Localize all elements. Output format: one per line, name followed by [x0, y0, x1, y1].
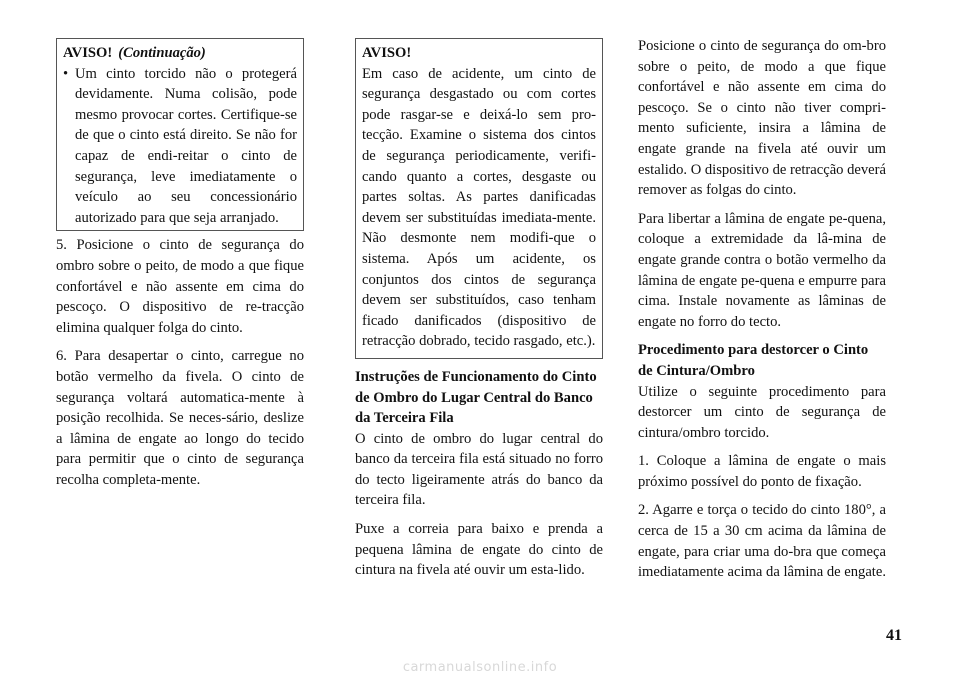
- warning-header: [63, 43, 297, 64]
- paragraph: Utilize o seguinte procedimento para destorcer um cinto de segurança de cintura/ombro torcido.: [638, 383, 886, 441]
- warning-bullet-text: Um cinto torcido não o protegerá devidamente. Numa colisão, pode mesmo provocar cortes. Certifique-se de que o cinto está direito. Se não for capaz de endi-reitar o cinto de segurança, leve imediatamente o veículo ao seu concessionário autorizado para que seja arranjado.: [75, 65, 297, 226]
- column-right: [638, 36, 886, 591]
- paragraph: Posicione o cinto de segurança do om-bro sobre o peito, de modo a que fique confortável e não assente em cima do pescoço. Se o cinto não tiver compri-mento suficiente, insira a lâmina de engate grande na fivela até ouvir um estalido. O dispositivo de retracção deverá remover as folgas do cinto.: [638, 38, 887, 199]
- step-5: 5. Posicione o cinto de segurança do ombro sobre o peito, de modo a que fique confortável e não assente em cima do pescoço. O dispositivo de re-tracção elimina qualquer folga do cinto.: [56, 237, 304, 336]
- section-heading: Instruções de Funcionamento do Cinto de Ombro do Lugar Central do Banco da Terceira Fila: [355, 368, 597, 427]
- section-heading: Procedimento para destorcer o Cinto de Cintura/Ombro: [638, 342, 869, 379]
- warning-continuation: (Continuação): [118, 45, 206, 61]
- watermark: carmanualsonline.info: [402, 660, 558, 675]
- warning-bullet: [63, 64, 297, 229]
- step-1: 1. Coloque a lâmina de engate o mais próximo possível do ponto de fixação.: [638, 453, 886, 490]
- column-left: [56, 38, 304, 498]
- warning-box-continued: [56, 38, 304, 231]
- paragraph: Puxe a correia para baixo e prenda a pequena lâmina de engate do cinto de cintura na fivela até ouvir um esta-lido.: [355, 521, 603, 579]
- bullet-icon: •: [63, 65, 69, 82]
- step-6: 6. Para desapertar o cinto, carregue no botão vermelho da fivela. O cinto de segurança voltará automatica-mente à posição recolhida. Se neces-sário, deslize a lâmina de engate ao longo do tecido para permitir que o cinto de segurança recolha completa-mente.: [56, 348, 304, 488]
- page-number: 41: [886, 627, 902, 644]
- step-2: 2. Agarre e torça o tecido do cinto 180°, a cerca de 15 a 30 cm acima da lâmina de engate, para criar uma do-bra que começa imediatamente acima da lâmina de engate.: [638, 502, 886, 581]
- warning-text: Em caso de acidente, um cinto de segurança desgastado ou com cortes pode rasgar-se e deixá-lo sem pro-tecção. Examine o sistema dos cintos de segurança periodicamente, verifi-cando quanto a cortes, desgaste ou partes soltas. As partes danificadas devem ser substituídas imediata-mente. Não desmonte nem modifi-que o sistema. Após um acidente, os conjuntos dos cintos de segurança devem ser substituídos, caso tenham ficado danificados (dispositivo de retracção dobrado, tecido rasgado, etc.).: [362, 65, 596, 350]
- warning-box: [355, 38, 603, 359]
- column-middle: [355, 38, 603, 589]
- paragraph: O cinto de ombro do lugar central do banco da terceira fila está situado no forro do tecto ligeiramente atrás do banco da terceira fila.: [355, 430, 603, 509]
- paragraph: Para libertar a lâmina de engate pe-quena, coloque a extremidade da lâ-mina de engate grande contra o botão vermelho da lâmina de engate pe-quena e empurre para cima. Instale novamente as lâminas de engate no forro do tecto.: [638, 210, 886, 330]
- warning-title: AVISO!: [63, 45, 113, 61]
- warning-title: AVISO!: [362, 45, 412, 61]
